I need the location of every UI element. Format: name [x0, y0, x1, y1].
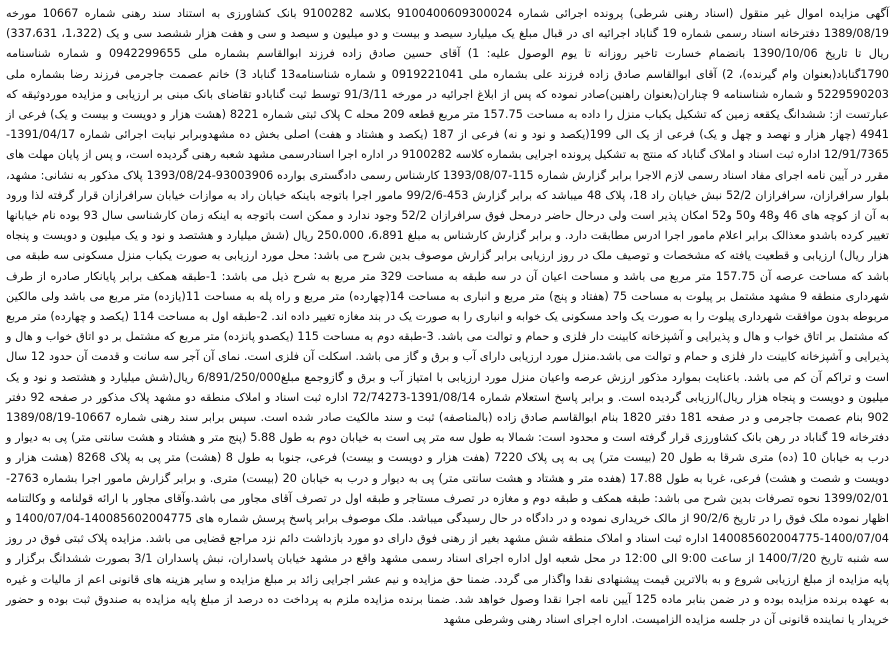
auction-notice-text: آگهی مزایده اموال غیر منقول (اسناد رهنی شرطی) پرونده اجرائی شماره 9100400609300024 بکلاسه 9100282 بانک کشاورزی به استناد سند رهنی شماره 10667 مورخه 1389/08/19 دفترخانه اسناد رسمی شماره 19 گناباد اجرائیه ای در قبال مبلغ یک میلیارد سیصد و بیست و دو میلیون و سیصد و سی و هفت هزار ششصد سی و یک (1،322، 337،631) ریال تا تاریخ 1390/10/06 بانضمام خسارت تاخیر روزانه تا یوم الوصول علیه: 1) آقای حسین صادق زاده فرزند ابوالقاسم بشماره ملی 0942299655 و شماره شناسنامه 1790گناباد(بعنوان وام گیرنده)، 2) آقای ابوالقاسم صادق زاده فرزند علی بشماره ملی 0919221041 و شماره شناسنامه13 گناباد 3) خانم عصمت جاجرمی فرزند رضا بشماره ملی 5229590203 و شماره شناسنامه 9 چناران(بعنوان راهنین)صادر نموده که پس از ابلاغ اجرائیه در مورخه 91/3/11 توسط ثبت گنابادو تقاضای بانک مبنی بر ارزیابی و مزایده موردوثیقه که عبارتست از: ششدانگ یکقعه زمین که تشکیل یکباب منزل را داده به مساحت 157.75 متر مربع قطعه 209 محله C پلاک ثبتی شماره 8221 (هشت هزار و دویست و بیست و یک) فرعی از 4941 (چهار هزار و نهصد و چهل و یک) فرعی از یک الی 199(یکصد و نود و نه) فرعی از 187 (یکصد و هشتاد و هفت) اصلی بخش ده مشهدوبرابر نیابت اجرائی شماره 1391/04/17-12/91/7365 اداره ثبت اسناد و املاک گناباد که منتج به تشکیل پرونده اجرایی بشماره کلاسه 9100282 در اداره اجرا اسنادرسمی مشهد شعبه رهنی گردیده است، و پس از پایان مهلت های مقرر در آیین نامه اجرای مفاد اسناد رسمی لازم الاجرا برابر گزارش شماره 115-1393/08/07 کارشناس رسمی دادگستری بوارده 93003906-1393/08/24 پلاک مذکور به نشانی: مشهد، بلوار سرافرازان، سرافرازان 52/2 نبش خیابان راد 18، پلاک 48 میباشد که برابر گزارش 453-99/2/6 مامور اجرا باتوجه باینکه خیابان راد به موازات خیابان سرافرازان قرار گرفته لذا ورود به آن از کوچه های 46 و48 و50 و52 امکان پذیر است ولی درحال حاضر درمحل فوق سرافرازان 52/2 وجود ندارد و ممکن است باتوجه به اینکه زمان کارشناسی سال 93 بوده نام خیابانها تغییر کرده باشدو معذالک برابر اعلام مامور اجرا ادرس مطابقت دارد. و برابر گزارش کارشناس به مبلغ 6،891، 250،000 ریال (شش میلیارد و هشتصد و نود و یک میلیون و دویست و پنجاه هزار ریال) ارزیابی و قطعیت یافته که مشخصات و توصیف ملک در روز ارزیابی برابر گزارش موصوف بدین شرح می باشد: محل مورد ارزیابی به صورت یکباب منزل مسکونی سه طبقه می باشد که مساحت عرصه آن 157.75 متر مربع می باشد و مساحت اعیان آن در سه طبقه به مساحت 329 متر مربع به شرح ذیل می باشد: 1-طبقه همکف برابر پایانکار صادره از طرف شهرداری منطقه 9 مشهد مشتمل بر پیلوت به مساحت 75 (هفتاد و پنج) متر مربع و انباری به مساحت 14(چهارده) متر مربع و راه پله به مساحت 11(یازده) متر مربع می باشد ولی مالکین مربوطه بدون موافقت شهرداری پیلوت را به صورت یک واحد مسکونی یک خوابه و انباری را به صورت یک در بند مغازه تغییر داده اند. 2-طبقه اول به مساحت 114 (یکصد و چهارده) متر مربع که مشتمل بر اتاق خواب و هال و پذیرایی و آشپزخانه کابینت دار فلزی و حمام و توالت می باشد. 3-طبقه دوم به مساحت 115 (یکصدو پانزده) متر مربع که مشتمل بر دو اتاق خواب و هال و پذیرایی و آشپزخانه کابینت دار فلزی و حمام و توالت می باشد.منزل مورد ارزیابی دارای آب و برق و گاز می باشد. اسکلت آن فلزی است. نمای آن آجر سه سانت و قدمت آن حدود 12 سال است و تراکم آن کم می باشد. باعنایت بموارد مذکور ارزش عرصه واعیان منزل مورد ارزیابی با امتیاز آب و برق و گازوجمع مبلغ6/891/250/000 ریال(شش میلیارد و هشتصد و نود و یک میلیون و دویست و پنجاه هزار ریال)ارزیابی گردیده است. و برابر پاسخ استعلام شماره 1391/08/14-72/74273 اداره ثبت اسناد و املاک منطقه دو مشهد پلاک مذکور در صفحه 92 دفتر 902 بنام عصمت جاجرمی و در صفحه 181 دفتر 1820 بنام ابوالقاسم صادق زاده (بالمناصفه) ثبت و سند مالکیت صادر شده است. سپس برابر سند رهنی شماره 10667-1389/08/19 دفترخانه 19 گناباد در رهن بانک کشاورزی قرار گرفته است و محدود است: شمالا به طول سه متر پی است به خیابان دوم به طول 5.88 (پنج متر و هشتاد و هشت سانتی متر) پی به دیوار و درب به خیابان 10 (ده) متری شرقا به طول 20 (بیست متر) پی به پی پلاک 7220 (هفت هزار و دویست و بیست) فرعی، جنوبا به طول 8 (هشت) متر پی به پلاک 8268 (هشت هزار و دویست و شصت و هشت) فرعی، غربا به طول 17.88 (هفده متر و هشتاد و هشت سانتی متر) پی به دیوار و درب به خیابان 20 (بیست) متری. و برابر گزارش مامور اجرا بشماره 2763-1399/02/01 نحوه تصرفات بدین شرح می باشد: طبقه همکف و طبقه دوم و مغازه در تصرف مستاجر و طبقه اول در تصرف آقای مجاور می باشد.وآقای مجاور با ارائه قولنامه و وکالتنامه اظهار نموده ملک فوق را در تاریخ 90/2/6 از مالک خریداری نموده و در دادگاه در حال رسیدگی میباشد. ملک موصوف برابر پاسخ پرسش شماره های 140085602004775-1400/07/04 و 1400/07/04-140085602004775 اداره ثبت اسناد و املاک منطقه شش مشهد بغیر از رهنی فوق دارای دو مورد بازداشت دائم نزد مراجع قضایی می باشد. مزایده پلاک ثبتی فوق در روز سه شنبه تاریخ 1400/7/20 از ساعت 9:00 الی 12:00 در محل شعبه اول اداره اجرای اسناد رسمی مشهد واقع در مشهد خیابان پاسداران، نبش پاسداران 3/1 بصورت ششدانگ برگزار و پایه مزایده از مبلغ ارزیابی شروع و به بالاترین قیمت پیشنهادی نقدا واگذار می گردد. ضمنا حق مزایده و نیم عشر اجرایی زائد بر مبلغ مزایده و سایر هزینه های قانونی اعم از مالیات و غیره به عهده برنده مزایده بوده و در ضمن بنابر ماده 125 آیین نامه اجرا نقدا وصول خواهد شد. ضمنا برنده مزایده ملزم به پرداخت ده درصد از مبلغ پایه مزایده به صندوق ثبت بوده و حضور خریدار یا نماینده قانونی آن در جلسه مزایده الزامیست. اداره اجرای اسناد رهنی وشرطی مشهد	[6, 7, 890, 627]
